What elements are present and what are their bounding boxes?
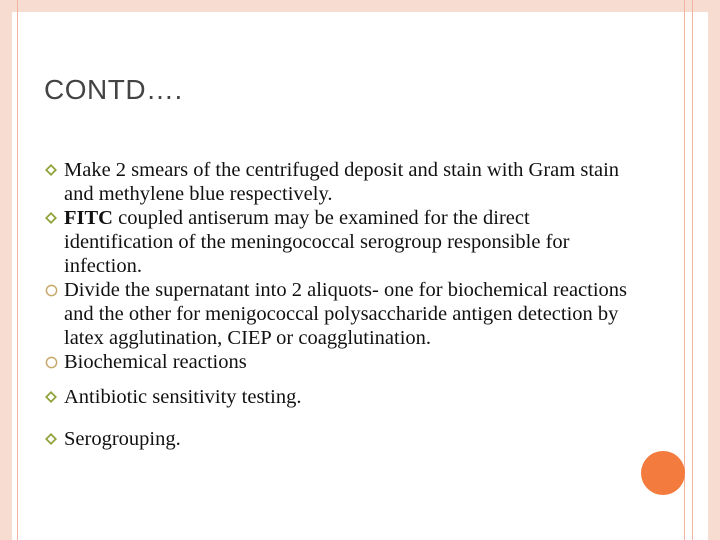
decorative-line-left	[17, 0, 18, 540]
slide-border-top	[0, 0, 720, 12]
list-item-text	[64, 206, 634, 278]
diamond-bullet-icon	[44, 206, 58, 230]
circle-bullet-icon	[44, 350, 58, 374]
slide-border-left	[0, 0, 12, 540]
diamond-bullet-icon	[44, 427, 58, 451]
decorative-line-right-2	[692, 0, 693, 540]
diamond-bullet-icon	[44, 385, 58, 409]
bullet-list	[44, 158, 634, 451]
slide-border-right	[708, 0, 720, 540]
list-item	[44, 278, 634, 350]
list-item-text: Make 2 smears of the centrifuged deposit and stain with Gram stain and methylene blue respectively.	[64, 159, 620, 205]
list-item-rest: coupled antiserum may be examined for the direct identification of the meningococcal serogroup responsible for infection.	[64, 207, 570, 277]
list-item	[44, 350, 634, 374]
circle-bullet-icon	[44, 278, 58, 302]
decorative-line-right	[684, 0, 685, 540]
list-item	[44, 206, 634, 278]
list-item-text: Antibiotic sensitivity testing.	[64, 386, 302, 408]
list-item-lead: FITC	[64, 207, 113, 229]
list-item-text: Serogrouping.	[64, 428, 181, 450]
list-item	[44, 158, 634, 206]
list-item-text: Biochemical reactions	[64, 351, 247, 373]
list-item	[44, 385, 634, 409]
list-item-text: Divide the supernatant into 2 aliquots- one for biochemical reactions and the other for menigococcal polysaccharide antigen detection by latex agglutination, CIEP or coagglutination.	[64, 279, 628, 349]
accent-circle	[641, 451, 685, 495]
diamond-bullet-icon	[44, 158, 58, 182]
slide-title: CONTD….	[44, 74, 183, 105]
list-item	[44, 427, 634, 451]
